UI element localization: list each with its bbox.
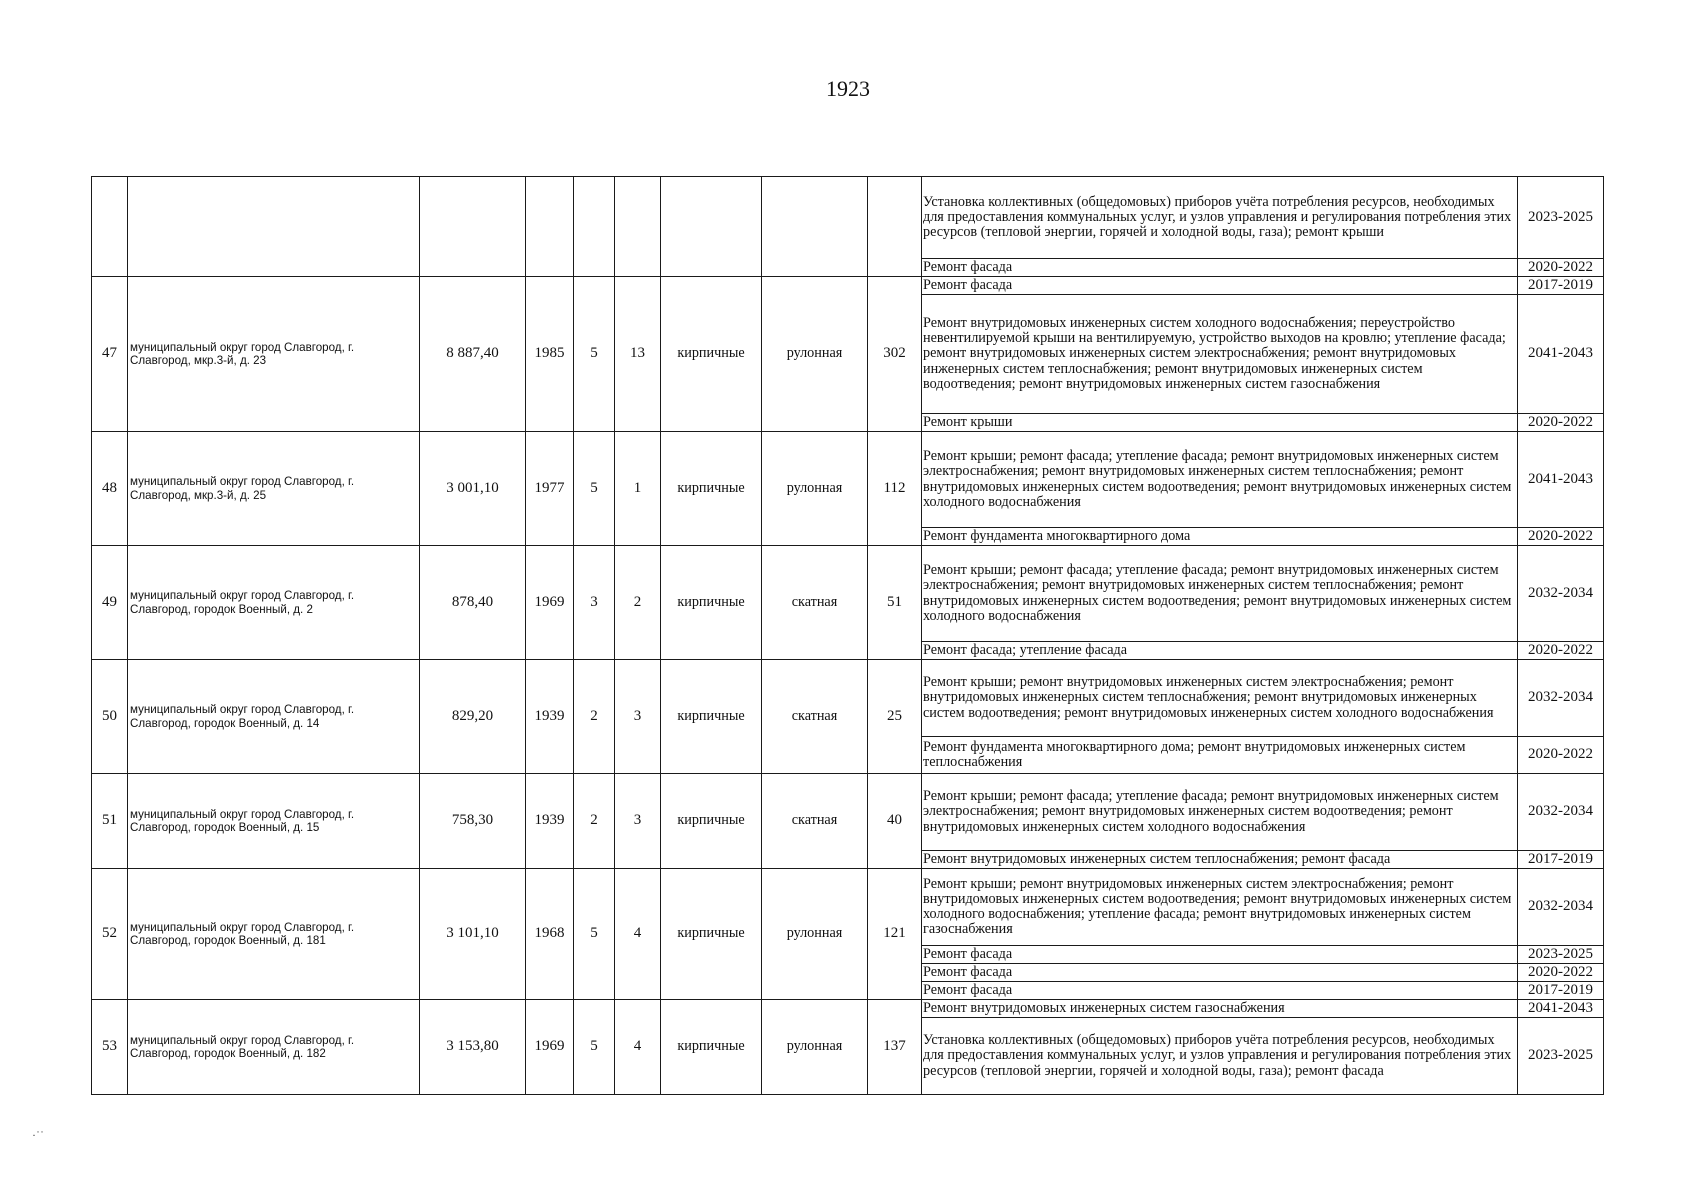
cell-period: 2041-2043 — [1518, 295, 1604, 414]
cell-period: 2032-2034 — [1518, 660, 1604, 737]
cell-address: муниципальный округ город Славгород, г. Славгород, городок Военный, д. 181 — [128, 869, 420, 1000]
cell-floors: 5 — [574, 277, 615, 432]
cell-area: 3 101,10 — [420, 869, 526, 1000]
cell-entrances: 1 — [615, 432, 661, 546]
cell-address: муниципальный округ город Славгород, г. Славгород, мкр.3-й, д. 23 — [128, 277, 420, 432]
cell-work: Ремонт внутридомовых инженерных систем холодного водоснабжения; переустройство невентилируемой крыши на вентилируемую, устройство выходов на кровлю; утепление фасада; ремонт внутридомовых инженерных систем электроснабжения; ремонт внутридомовых инженерных систем теплоснабжения; ремонт внутридомовых инженерных систем водоотведения; ремонт внутридомовых инженерных систем газоснабжения — [922, 295, 1518, 414]
cell-work: Ремонт крыши; ремонт фасада; утепление фасада; ремонт внутридомовых инженерных систем электроснабжения; ремонт внутридомовых инженерных систем теплоснабжения; ремонт внутридомовых инженерных систем водоотведения; ремонт внутридомовых инженерных систем холодного водоснабжения — [922, 432, 1518, 528]
table-row — [92, 546, 1604, 642]
table-row — [92, 277, 1604, 295]
cell-period: 2020-2022 — [1518, 642, 1604, 660]
cell-work: Ремонт крыши; ремонт внутридомовых инженерных систем электроснабжения; ремонт внутридомовых инженерных систем теплоснабжения; ремонт внутридомовых инженерных систем водоотведения; ремонт внутридомовых инженерных систем холодного водоснабжения — [922, 660, 1518, 737]
cell-number: 52 — [92, 869, 128, 1000]
cell-work: Установка коллективных (общедомовых) приборов учёта потребления ресурсов, необходимых для предоставления коммунальных услуг, и узлов управления и регулирования потребления этих ресурсов (тепловой энергии, горячей и холодной воды, газа); ремонт фасада — [922, 1018, 1518, 1095]
table-row — [92, 432, 1604, 528]
cell-number: 47 — [92, 277, 128, 432]
cell-walls — [661, 177, 762, 277]
cell-number: 50 — [92, 660, 128, 774]
cell-entrances: 3 — [615, 774, 661, 869]
cell-roof: рулонная — [762, 277, 868, 432]
cell-entrances: 13 — [615, 277, 661, 432]
cell-period: 2023-2025 — [1518, 177, 1604, 259]
cell-period: 2032-2034 — [1518, 869, 1604, 946]
cell-period: 2020-2022 — [1518, 528, 1604, 546]
cell-floors — [574, 177, 615, 277]
table-row — [92, 869, 1604, 946]
cell-year: 1939 — [526, 774, 574, 869]
cell-period: 2017-2019 — [1518, 277, 1604, 295]
cell-number: 53 — [92, 1000, 128, 1095]
cell-work: Ремонт фасада; утепление фасада — [922, 642, 1518, 660]
table-row — [92, 660, 1604, 737]
cell-area: 3 153,80 — [420, 1000, 526, 1095]
cell-period: 2032-2034 — [1518, 774, 1604, 851]
cell-number: 49 — [92, 546, 128, 660]
cell-residents: 51 — [868, 546, 922, 660]
cell-area: 878,40 — [420, 546, 526, 660]
cell-period: 2023-2025 — [1518, 946, 1604, 964]
cell-work: Ремонт фундамента многоквартирного дома; ремонт внутридомовых инженерных систем теплоснабжения — [922, 737, 1518, 774]
cell-year: 1969 — [526, 1000, 574, 1095]
cell-work: Ремонт фасада — [922, 277, 1518, 295]
cell-residents: 121 — [868, 869, 922, 1000]
cell-area — [420, 177, 526, 277]
cell-roof: рулонная — [762, 432, 868, 546]
cell-work: Ремонт крыши; ремонт фасада; утепление фасада; ремонт внутридомовых инженерных систем электроснабжения; ремонт внутридомовых инженерных систем водоотведения; ремонт внутридомовых инженерных систем холодного водоснабжения — [922, 774, 1518, 851]
cell-address: муниципальный округ город Славгород, г. Славгород, городок Военный, д. 14 — [128, 660, 420, 774]
cell-roof: рулонная — [762, 1000, 868, 1095]
cell-work: Ремонт фундамента многоквартирного дома — [922, 528, 1518, 546]
cell-residents: 40 — [868, 774, 922, 869]
cell-period: 2020-2022 — [1518, 964, 1604, 982]
cell-period: 2017-2019 — [1518, 851, 1604, 869]
cell-period: 2020-2022 — [1518, 259, 1604, 277]
cell-walls: кирпичные — [661, 432, 762, 546]
cell-work: Ремонт крыши; ремонт фасада; утепление фасада; ремонт внутридомовых инженерных систем электроснабжения; ремонт внутридомовых инженерных систем теплоснабжения; ремонт внутридомовых инженерных систем водоотведения; ремонт внутридомовых инженерных систем холодного водоснабжения — [922, 546, 1518, 642]
cell-roof — [762, 177, 868, 277]
cell-walls: кирпичные — [661, 546, 762, 660]
cell-residents: 302 — [868, 277, 922, 432]
cell-year: 1968 — [526, 869, 574, 1000]
cell-work: Ремонт фасада — [922, 259, 1518, 277]
cell-work: Ремонт фасада — [922, 982, 1518, 1000]
cell-year: 1969 — [526, 546, 574, 660]
cell-work: Ремонт фасада — [922, 946, 1518, 964]
cell-area: 829,20 — [420, 660, 526, 774]
cell-roof: рулонная — [762, 869, 868, 1000]
cell-work: Ремонт крыши — [922, 414, 1518, 432]
cell-address — [128, 177, 420, 277]
cell-residents: 25 — [868, 660, 922, 774]
cell-period: 2017-2019 — [1518, 982, 1604, 1000]
cell-area: 3 001,10 — [420, 432, 526, 546]
cell-walls: кирпичные — [661, 869, 762, 1000]
cell-period: 2032-2034 — [1518, 546, 1604, 642]
cell-entrances: 4 — [615, 1000, 661, 1095]
cell-number: 48 — [92, 432, 128, 546]
cell-period: 2023-2025 — [1518, 1018, 1604, 1095]
repair-program-table — [91, 176, 1604, 1095]
cell-number — [92, 177, 128, 277]
cell-year: 1939 — [526, 660, 574, 774]
cell-year: 1985 — [526, 277, 574, 432]
cell-floors: 2 — [574, 774, 615, 869]
cell-roof: скатная — [762, 660, 868, 774]
cell-year: 1977 — [526, 432, 574, 546]
cell-walls: кирпичные — [661, 277, 762, 432]
cell-year — [526, 177, 574, 277]
cell-walls: кирпичные — [661, 660, 762, 774]
cell-walls: кирпичные — [661, 1000, 762, 1095]
cell-floors: 5 — [574, 869, 615, 1000]
cell-work: Ремонт внутридомовых инженерных систем теплоснабжения; ремонт фасада — [922, 851, 1518, 869]
cell-number: 51 — [92, 774, 128, 869]
scan-artifact: ·˙˙ — [32, 1128, 44, 1142]
cell-walls: кирпичные — [661, 774, 762, 869]
page-number: 1923 — [826, 76, 870, 101]
cell-period: 2041-2043 — [1518, 1000, 1604, 1018]
table-row — [92, 1000, 1604, 1018]
cell-work: Ремонт фасада — [922, 964, 1518, 982]
cell-entrances — [615, 177, 661, 277]
cell-floors: 3 — [574, 546, 615, 660]
cell-work: Установка коллективных (общедомовых) приборов учёта потребления ресурсов, необходимых для предоставления коммунальных услуг, и узлов управления и регулирования потребления этих ресурсов (тепловой энергии, горячей и холодной воды, газа); ремонт крыши — [922, 177, 1518, 259]
cell-area: 8 887,40 — [420, 277, 526, 432]
cell-work: Ремонт внутридомовых инженерных систем газоснабжения — [922, 1000, 1518, 1018]
cell-entrances: 4 — [615, 869, 661, 1000]
cell-period: 2020-2022 — [1518, 414, 1604, 432]
cell-roof: скатная — [762, 774, 868, 869]
cell-area: 758,30 — [420, 774, 526, 869]
cell-residents — [868, 177, 922, 277]
cell-address: муниципальный округ город Славгород, г. Славгород, городок Военный, д. 2 — [128, 546, 420, 660]
cell-address: муниципальный округ город Славгород, г. Славгород, городок Военный, д. 15 — [128, 774, 420, 869]
cell-roof: скатная — [762, 546, 868, 660]
cell-residents: 137 — [868, 1000, 922, 1095]
cell-floors: 5 — [574, 1000, 615, 1095]
cell-floors: 2 — [574, 660, 615, 774]
cell-entrances: 3 — [615, 660, 661, 774]
cell-floors: 5 — [574, 432, 615, 546]
table-body — [92, 177, 1604, 1095]
cell-residents: 112 — [868, 432, 922, 546]
cell-address: муниципальный округ город Славгород, г. Славгород, мкр.3-й, д. 25 — [128, 432, 420, 546]
table-row — [92, 177, 1604, 259]
cell-entrances: 2 — [615, 546, 661, 660]
cell-period: 2041-2043 — [1518, 432, 1604, 528]
table-row — [92, 774, 1604, 851]
cell-address: муниципальный округ город Славгород, г. Славгород, городок Военный, д. 182 — [128, 1000, 420, 1095]
cell-work: Ремонт крыши; ремонт внутридомовых инженерных систем электроснабжения; ремонт внутридомовых инженерных систем водоотведения; ремонт внутридомовых инженерных систем холодного водоснабжения; утепление фасада; ремонт внутридомовых инженерных систем газоснабжения — [922, 869, 1518, 946]
cell-period: 2020-2022 — [1518, 737, 1604, 774]
